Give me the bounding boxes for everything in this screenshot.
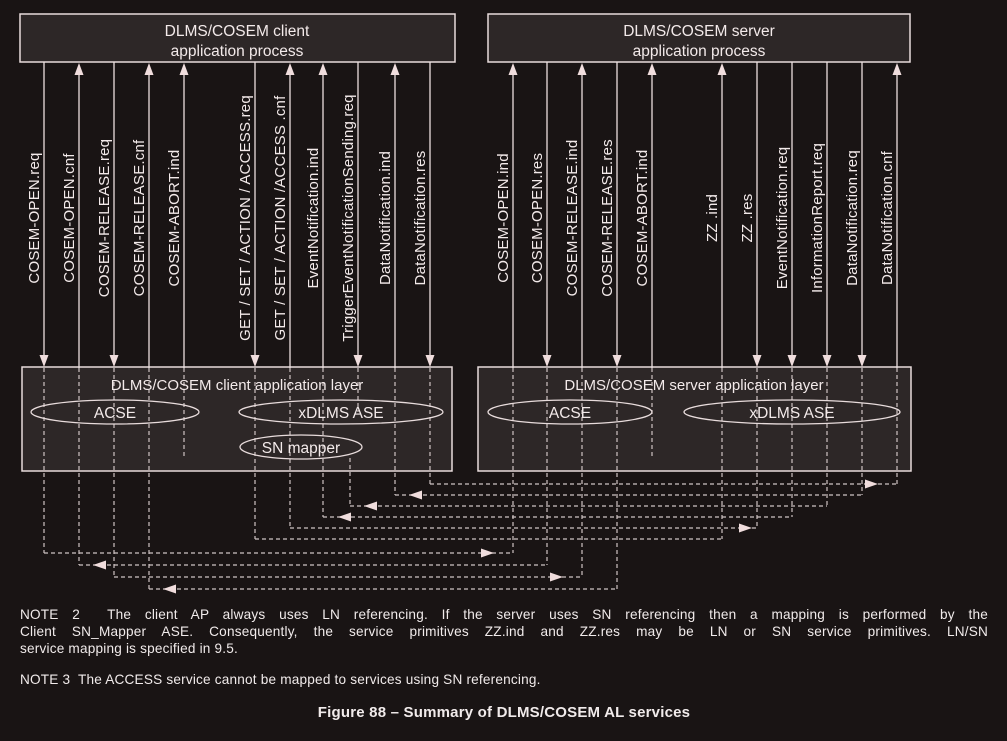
arrow-up-icon xyxy=(893,63,902,75)
note2-line2: Client SN_Mapper ASE. Consequently, the service primitives ZZ.ind and ZZ.res may be LN or SN service primitives. LN/SN xyxy=(20,624,988,639)
client-acse-label: ACSE xyxy=(93,405,137,422)
arrow-up-icon xyxy=(319,63,328,75)
arrow-down-icon xyxy=(354,355,363,367)
service-label-server: ZZ .ind xyxy=(704,193,721,243)
service-label-server: InformationReport.req xyxy=(809,142,826,294)
figure-caption: Figure 88 – Summary of DLMS/COSEM AL services xyxy=(317,704,691,721)
service-label-client: DataNotification.res xyxy=(412,150,429,286)
note2-line1: NOTE 2 The client AP always uses LN referencing. If the server uses SN referencing then a mapping is performed by the xyxy=(20,607,988,622)
service-label-client: EventNotification.ind xyxy=(305,147,322,289)
arrow-down-icon xyxy=(110,355,119,367)
server-acse-label: ACSE xyxy=(548,405,592,422)
server-ap-title-line2: application process xyxy=(632,43,766,60)
client-xdlms-ase-label: xDLMS ASE xyxy=(298,405,384,422)
arrow-up-icon xyxy=(718,63,727,75)
service-label-client: COSEM-ABORT.ind xyxy=(166,149,183,287)
server-xdlms-ase-label: xDLMS ASE xyxy=(749,405,835,422)
client-ap-title-line2: application process xyxy=(170,43,304,60)
arrow-down-icon xyxy=(788,355,797,367)
arrow-right-icon xyxy=(550,573,563,582)
service-label-server: EventNotification.req xyxy=(774,146,791,290)
server-ap-title-line1: DLMS/COSEM server xyxy=(623,23,775,40)
arrow-down-icon xyxy=(858,355,867,367)
arrow-up-icon xyxy=(509,63,518,75)
arrow-left-icon xyxy=(338,513,351,522)
client-ap-title-line1: DLMS/COSEM client xyxy=(164,23,310,40)
arrow-down-icon xyxy=(543,355,552,367)
service-label-server: ZZ .res xyxy=(739,193,756,243)
arrow-up-icon xyxy=(180,63,189,75)
arrow-up-icon xyxy=(145,63,154,75)
service-label-client: COSEM-OPEN.cnf xyxy=(61,153,78,283)
service-label-client: COSEM-RELEASE.cnf xyxy=(131,139,148,297)
service-label-server: DataNotification.req xyxy=(844,150,861,286)
arrow-up-icon xyxy=(578,63,587,75)
arrow-left-icon xyxy=(409,491,422,500)
service-label-server: DataNotification.cnf xyxy=(879,150,896,286)
arrow-down-icon xyxy=(613,355,622,367)
service-label-client: COSEM-OPEN.req xyxy=(26,152,43,284)
service-label-client: COSEM-RELEASE.req xyxy=(96,138,113,298)
server-al-title: DLMS/COSEM server application layer xyxy=(564,377,824,394)
service-label-client: GET / SET / ACTION / ACCESS.req xyxy=(237,95,254,341)
arrow-up-icon xyxy=(286,63,295,75)
arrow-up-icon xyxy=(391,63,400,75)
arrow-up-icon xyxy=(75,63,84,75)
arrow-down-icon xyxy=(753,355,762,367)
arrow-left-icon xyxy=(93,561,106,570)
service-label-server: COSEM-OPEN.ind xyxy=(495,153,512,283)
arrow-down-icon xyxy=(40,355,49,367)
service-label-server: COSEM-OPEN.res xyxy=(529,152,546,284)
note3: NOTE 3 The ACCESS service cannot be mapped to services using SN referencing. xyxy=(20,672,541,687)
arrow-left-icon xyxy=(163,585,176,594)
note2-line3: service mapping is specified in 9.5. xyxy=(20,641,239,656)
arrow-down-icon xyxy=(251,355,260,367)
service-label-client: TriggerEventNotificationSending.req xyxy=(340,94,357,342)
arrow-right-icon xyxy=(481,549,494,558)
sn-mapper-label: SN mapper xyxy=(261,440,341,457)
service-label-client: GET / SET / ACTION /ACCESS .cnf xyxy=(272,95,289,341)
arrow-left-icon xyxy=(364,502,377,511)
service-label-server: COSEM-RELEASE.ind xyxy=(564,139,581,297)
notes-block xyxy=(20,606,988,721)
arrow-right-icon xyxy=(865,480,878,489)
client-al-title: DLMS/COSEM client application layer xyxy=(110,377,364,394)
service-label-server: COSEM-ABORT.ind xyxy=(634,149,651,287)
arrow-up-icon xyxy=(648,63,657,75)
service-label-server: COSEM-RELEASE.res xyxy=(599,139,616,297)
arrow-down-icon xyxy=(426,355,435,367)
service-label-client: DataNotification.ind xyxy=(377,150,394,286)
arrow-down-icon xyxy=(823,355,832,367)
lines-layer xyxy=(40,62,902,594)
arrow-right-icon xyxy=(739,524,752,533)
